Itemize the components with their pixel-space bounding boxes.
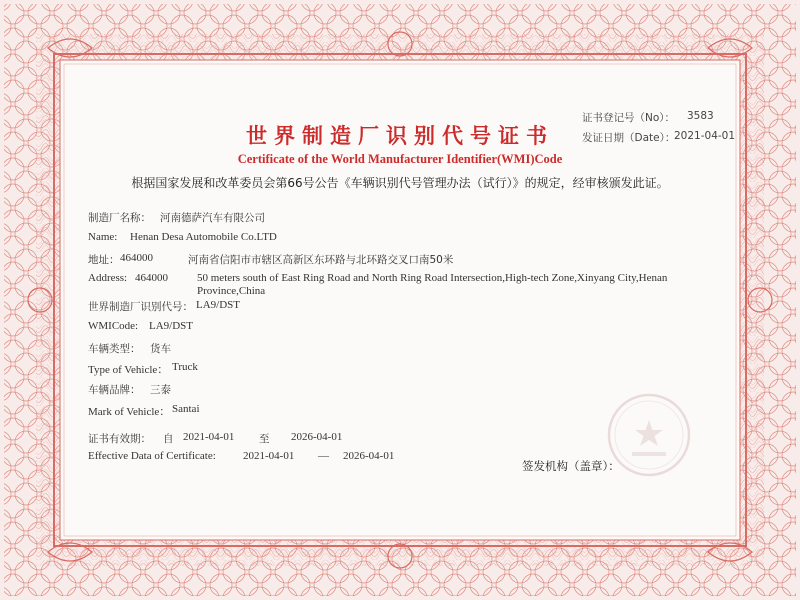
issue-date-label: 发证日期（Date）： [582,132,676,144]
registration-number-value: 3583 [687,110,714,122]
address-en-label: Address: [88,272,128,284]
address-cn-label: 地址： [88,254,120,266]
validity-cn-label: 证书有效期： [88,433,151,445]
certificate-intro: 根据国家发展和改革委员会第66号公告《车辆识别代号管理办法（试行）》的规定，经审核颁发此证。 [131,176,669,190]
validity-cn-to-label: 至 [259,433,270,445]
registration-number-label: 证书登记号（No）： [582,112,676,124]
wmi-en-value: LA9/DST [149,320,193,332]
validity-en-from: 2021-04-01 [243,450,295,462]
issuing-authority-label: 签发机构（盖章）： [522,459,620,473]
vehicle-type-en-value: Truck [172,361,198,373]
vehicle-type-cn-value: 货车 [150,343,171,355]
name-en-value: Henan Desa Automobile Co.LTD [130,231,277,243]
validity-en-dash: — [318,450,329,462]
vehicle-mark-en-label: Mark of Vehicle： [88,406,171,418]
official-seal [606,392,692,478]
certificate-title-en: Certificate of the World Manufacturer Identifier(WMI)Code [237,152,563,166]
validity-cn-to: 2026-04-01 [291,431,343,443]
certificate-title-cn: 世界制造厂识别代号证书 [246,123,554,148]
address-cn-zip: 464000 [120,252,153,264]
issue-date-value: 2021-04-01 [674,130,736,142]
address-en-value: 50 meters south of East Ring Road and North Ring Road Intersection,High-tech Zone,Xinyang City,Henan Province,China [197,272,668,297]
validity-cn-from-label: 自 [163,433,174,445]
vehicle-mark-cn-label: 车辆品牌： [88,384,141,396]
address-cn-value: 河南省信阳市市辖区高新区东环路与北环路交叉口南50米 [188,254,454,266]
wmi-cn-label: 世界制造厂识别代号： [88,301,193,313]
name-cn-label: 制造厂名称： [88,212,151,224]
vehicle-mark-cn-value: 三泰 [150,384,171,396]
name-cn-value: 河南德萨汽车有限公司 [160,212,265,224]
wmi-en-label: WMICode: [88,320,139,332]
vehicle-type-cn-label: 车辆类型： [88,343,141,355]
vehicle-mark-en-value: Santai [172,403,200,415]
validity-cn-from: 2021-04-01 [183,431,235,443]
address-en-zip: 464000 [135,272,168,284]
validity-en-to: 2026-04-01 [343,450,395,462]
validity-en-label: Effective Data of Certificate: [88,450,216,462]
wmi-cn-value: LA9/DST [196,299,240,311]
name-en-label: Name: [88,231,118,243]
vehicle-type-en-label: Type of Vehicle： [88,364,169,376]
